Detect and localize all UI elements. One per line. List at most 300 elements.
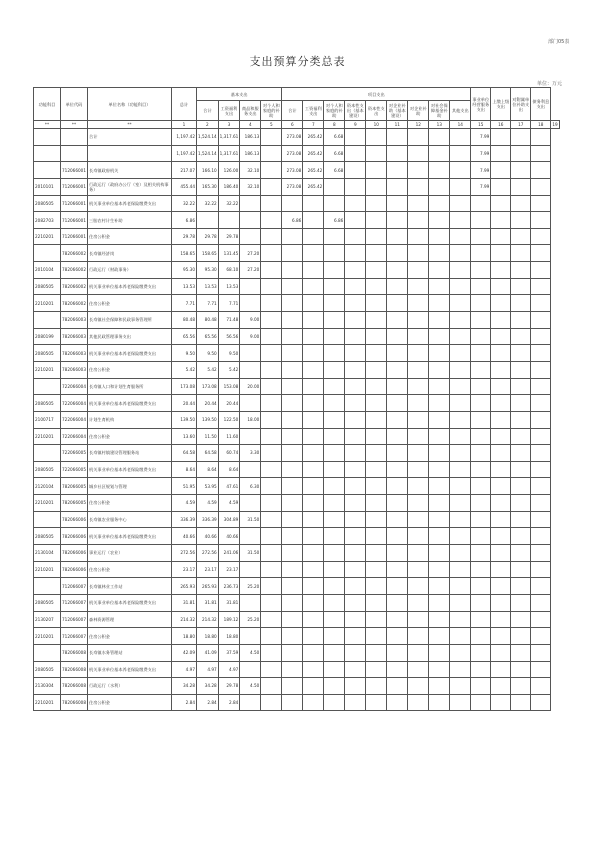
cell-b-ind (261, 328, 282, 345)
cell-empty (511, 411, 531, 428)
cell-b-ind (261, 445, 282, 462)
cell-empty (511, 528, 531, 545)
cell-empty (345, 611, 366, 628)
cell-name: 住房公积金 (88, 295, 172, 312)
cell-code: 782066002 (61, 295, 88, 312)
table-row (34, 328, 560, 345)
cell-empty (491, 262, 511, 279)
cell-empty (408, 262, 429, 279)
cell-empty (345, 528, 366, 545)
cell-b-total: 18.80 (197, 628, 219, 645)
cell-empty (429, 145, 450, 162)
header-unit-code: 单位代码 (61, 88, 88, 121)
cell-empty (366, 528, 387, 545)
cell-name: 长寿镇人口和计划生育服务所 (88, 378, 172, 395)
index-cell: 11 (387, 121, 408, 129)
cell-empty (531, 594, 551, 611)
cell-name: 城乡社区规划与管理 (88, 478, 172, 495)
cell-b-goods: 4.50 (240, 644, 261, 661)
header-basic-sub: 商品和服务支出 (240, 101, 261, 121)
cell-b-total: 336.39 (197, 511, 219, 528)
cell-b-total: 29.78 (197, 228, 219, 245)
cell-other16 (471, 461, 491, 478)
cell-p-ind (324, 661, 345, 678)
cell-empty (345, 694, 366, 711)
cell-total: 8.64 (172, 461, 197, 478)
cell-empty (345, 361, 366, 378)
header-basic-sub: 对个人和家庭的补助 (261, 101, 282, 121)
header-other-19: 债务利息支出 (531, 88, 551, 121)
cell-total: 2.84 (172, 694, 197, 711)
cell-empty (408, 611, 429, 628)
cell-b-wage: 189.12 (218, 611, 240, 628)
cell-p-ind (324, 461, 345, 478)
cell-empty (408, 545, 429, 562)
cell-empty (366, 461, 387, 478)
index-cell: 17 (511, 121, 531, 129)
cell-total: 65.56 (172, 328, 197, 345)
cell-empty (491, 528, 511, 545)
cell-b-goods (240, 528, 261, 545)
cell-p-total (282, 312, 303, 329)
cell-func: 2210201 (34, 628, 61, 645)
cell-b-ind (261, 178, 282, 195)
cell-empty (511, 145, 531, 162)
cell-p-ind (324, 528, 345, 545)
cell-empty (491, 478, 511, 495)
cell-b-goods: 32.10 (240, 162, 261, 179)
index-cell: 4 (240, 121, 261, 129)
cell-p-ind (324, 378, 345, 395)
cell-b-goods: 31.50 (240, 545, 261, 562)
cell-b-wage: 20.44 (218, 395, 240, 412)
cell-p-total: 273.08 (282, 162, 303, 179)
cell-other16 (471, 661, 491, 678)
cell-other16: 7.99 (471, 178, 491, 195)
cell-func: 2210201 (34, 694, 61, 711)
cell-p-ind (324, 561, 345, 578)
cell-func (34, 578, 61, 595)
cell-empty (366, 262, 387, 279)
cell-p-wage (303, 594, 324, 611)
header-project-sub: 对个人和家庭的补助 (324, 101, 345, 121)
cell-p-ind (324, 411, 345, 428)
cell-func: 2010104 (34, 262, 61, 279)
cell-total: 1,197.42 (172, 129, 197, 146)
cell-empty (491, 428, 511, 445)
cell-empty (511, 561, 531, 578)
cell-code: 782066008 (61, 661, 88, 678)
cell-b-wage: 31.81 (218, 594, 240, 611)
cell-empty (531, 528, 551, 545)
cell-empty (366, 278, 387, 295)
cell-b-wage (218, 212, 240, 229)
cell-empty (429, 644, 450, 661)
cell-code (61, 145, 88, 162)
cell-name: 机关事业单位基本养老保险缴费支出 (88, 195, 172, 212)
cell-name: 长寿镇村镇建设管理服务站 (88, 445, 172, 462)
cell-total: 64.58 (172, 445, 197, 462)
cell-b-wage: 122.50 (218, 411, 240, 428)
table-row (34, 145, 560, 162)
cell-p-total (282, 545, 303, 562)
cell-total: 7.71 (172, 295, 197, 312)
cell-p-total (282, 461, 303, 478)
cell-empty (366, 511, 387, 528)
cell-func: 2210201 (34, 295, 61, 312)
cell-empty (345, 328, 366, 345)
cell-p-wage (303, 212, 324, 229)
cell-empty (450, 295, 471, 312)
cell-p-total: 273.08 (282, 145, 303, 162)
cell-empty (366, 245, 387, 262)
cell-b-total: 265.93 (197, 578, 219, 595)
cell-p-ind (324, 328, 345, 345)
cell-b-total: 2.84 (197, 694, 219, 711)
cell-b-ind (261, 378, 282, 395)
cell-func: 2210201 (34, 228, 61, 245)
cell-b-ind (261, 578, 282, 595)
cell-code: 782066006 (61, 561, 88, 578)
cell-empty (408, 561, 429, 578)
cell-empty (511, 395, 531, 412)
cell-p-wage (303, 395, 324, 412)
cell-other16 (471, 511, 491, 528)
cell-empty (408, 361, 429, 378)
cell-code: 712066001 (61, 178, 88, 195)
table-row (34, 361, 560, 378)
cell-p-wage (303, 644, 324, 661)
index-cell: 6 (282, 121, 303, 129)
cell-empty (491, 312, 511, 329)
cell-empty (345, 278, 366, 295)
cell-empty (511, 478, 531, 495)
cell-empty (345, 145, 366, 162)
cell-b-total: 166.10 (197, 162, 219, 179)
table-row (34, 378, 560, 395)
cell-code: 782066005 (61, 495, 88, 512)
cell-empty (366, 378, 387, 395)
cell-empty (450, 411, 471, 428)
cell-p-wage (303, 278, 324, 295)
cell-empty (511, 678, 531, 695)
cell-empty (511, 661, 531, 678)
cell-empty (531, 312, 551, 329)
cell-b-goods: 4.50 (240, 678, 261, 695)
cell-empty (531, 428, 551, 445)
cell-p-total (282, 278, 303, 295)
table-row (34, 694, 560, 711)
cell-empty (408, 328, 429, 345)
cell-total: 13.53 (172, 278, 197, 295)
cell-p-wage (303, 428, 324, 445)
cell-empty (491, 245, 511, 262)
cell-b-goods (240, 661, 261, 678)
cell-p-total (282, 345, 303, 362)
cell-empty (387, 578, 408, 595)
cell-empty (511, 611, 531, 628)
cell-empty (531, 361, 551, 378)
cell-func: 2080505 (34, 195, 61, 212)
cell-b-wage: 47.61 (218, 478, 240, 495)
cell-b-wage: 29.78 (218, 678, 240, 695)
cell-code: 782066002 (61, 245, 88, 262)
cell-empty (387, 278, 408, 295)
cell-empty (491, 228, 511, 245)
table-row (34, 495, 560, 512)
cell-p-total (282, 628, 303, 645)
cell-empty (366, 178, 387, 195)
cell-p-total (282, 328, 303, 345)
cell-p-wage (303, 312, 324, 329)
cell-other16 (471, 361, 491, 378)
cell-empty (345, 445, 366, 462)
cell-empty (345, 511, 366, 528)
table-row (34, 162, 560, 179)
cell-empty (491, 678, 511, 695)
cell-empty (366, 428, 387, 445)
cell-empty (408, 395, 429, 412)
table-row (34, 445, 560, 462)
cell-empty (429, 661, 450, 678)
cell-empty (491, 129, 511, 146)
cell-b-total: 272.56 (197, 545, 219, 562)
cell-empty (429, 611, 450, 628)
cell-empty (491, 561, 511, 578)
cell-p-ind (324, 495, 345, 512)
cell-empty (429, 178, 450, 195)
header-project-sub: 资本性支出 (366, 101, 387, 121)
cell-b-wage: 4.59 (218, 495, 240, 512)
index-cell: 3 (218, 121, 240, 129)
cell-b-ind (261, 411, 282, 428)
cell-b-goods (240, 212, 261, 229)
cell-b-total: 165.30 (197, 178, 219, 195)
cell-b-ind (261, 495, 282, 512)
cell-other16 (471, 495, 491, 512)
table-row (34, 428, 560, 445)
index-cell: 13 (429, 121, 450, 129)
cell-b-ind (261, 678, 282, 695)
cell-code: 712066001 (61, 212, 88, 229)
cell-empty (366, 212, 387, 229)
header-project: 项目支出 (282, 88, 471, 101)
cell-b-total: 34.28 (197, 678, 219, 695)
cell-empty (387, 178, 408, 195)
cell-b-ind (261, 162, 282, 179)
cell-empty (531, 145, 551, 162)
cell-func: 2130304 (34, 678, 61, 695)
cell-other16 (471, 628, 491, 645)
cell-empty (511, 178, 531, 195)
cell-total: 455.44 (172, 178, 197, 195)
cell-p-total (282, 644, 303, 661)
cell-p-ind: 6.68 (324, 129, 345, 146)
cell-empty (408, 594, 429, 611)
cell-func: 2080505 (34, 278, 61, 295)
cell-b-wage: 131.45 (218, 245, 240, 262)
cell-empty (366, 628, 387, 645)
cell-other16 (471, 428, 491, 445)
cell-b-ind (261, 594, 282, 611)
cell-p-ind (324, 428, 345, 445)
cell-func: 2080199 (34, 328, 61, 345)
cell-empty (408, 478, 429, 495)
cell-p-wage: 265.42 (303, 162, 324, 179)
cell-empty (450, 361, 471, 378)
cell-b-goods: 6.30 (240, 478, 261, 495)
cell-empty (531, 561, 551, 578)
cell-b-total: 80.48 (197, 312, 219, 329)
cell-b-ind (261, 478, 282, 495)
cell-b-wage: 18.80 (218, 628, 240, 645)
cell-empty (429, 295, 450, 312)
table-row (34, 312, 560, 329)
cell-code (61, 129, 88, 146)
cell-empty (366, 328, 387, 345)
cell-other16: 7.99 (471, 129, 491, 146)
cell-p-wage (303, 611, 324, 628)
index-cell: 5 (261, 121, 282, 129)
cell-empty (531, 129, 551, 146)
header-project-sub: 其他支出 (450, 101, 471, 121)
cell-empty (511, 495, 531, 512)
cell-empty (429, 262, 450, 279)
cell-p-ind (324, 312, 345, 329)
cell-total: 265.93 (172, 578, 197, 595)
cell-code: 722066005 (61, 461, 88, 478)
cell-total: 272.56 (172, 545, 197, 562)
cell-p-wage (303, 495, 324, 512)
cell-empty (429, 594, 450, 611)
cell-b-wage: 68.10 (218, 262, 240, 279)
cell-code: 722066004 (61, 411, 88, 428)
cell-total: 18.80 (172, 628, 197, 645)
cell-empty (387, 262, 408, 279)
cell-empty (511, 278, 531, 295)
cell-name: 三胎农村计生补助 (88, 212, 172, 229)
cell-empty (511, 345, 531, 362)
cell-b-goods (240, 594, 261, 611)
cell-b-ind (261, 228, 282, 245)
cell-total: 139.50 (172, 411, 197, 428)
cell-empty (345, 578, 366, 595)
cell-empty (450, 644, 471, 661)
cell-code: 722066004 (61, 395, 88, 412)
cell-empty (450, 594, 471, 611)
cell-empty (408, 278, 429, 295)
cell-code: 712066007 (61, 594, 88, 611)
header-basic: 基本支出 (197, 88, 282, 101)
cell-b-wage: 29.78 (218, 228, 240, 245)
cell-empty (408, 195, 429, 212)
cell-empty (491, 195, 511, 212)
table-row (34, 528, 560, 545)
cell-empty (387, 328, 408, 345)
cell-b-ind (261, 245, 282, 262)
header-other-17: 上缴上级支出 (491, 88, 511, 121)
cell-other16 (471, 245, 491, 262)
cell-empty (531, 578, 551, 595)
cell-empty (491, 594, 511, 611)
cell-empty (345, 411, 366, 428)
cell-b-goods: 3.30 (240, 445, 261, 462)
cell-p-ind (324, 295, 345, 312)
cell-empty (450, 428, 471, 445)
cell-b-total: 64.58 (197, 445, 219, 462)
cell-b-total: 11.50 (197, 428, 219, 445)
cell-b-ind (261, 129, 282, 146)
cell-p-ind (324, 594, 345, 611)
cell-empty (366, 594, 387, 611)
cell-code: 782066008 (61, 644, 88, 661)
cell-empty (387, 461, 408, 478)
cell-empty (429, 328, 450, 345)
cell-code: 712066001 (61, 162, 88, 179)
cell-empty (387, 195, 408, 212)
cell-empty (491, 378, 511, 395)
cell-empty (387, 428, 408, 445)
cell-p-wage (303, 578, 324, 595)
cell-empty (531, 162, 551, 179)
cell-empty (387, 511, 408, 528)
cell-total: 80.48 (172, 312, 197, 329)
cell-code: 782066002 (61, 262, 88, 279)
cell-p-total (282, 528, 303, 545)
cell-empty (345, 395, 366, 412)
cell-name: 住房公积金 (88, 495, 172, 512)
cell-empty (387, 145, 408, 162)
cell-empty (531, 395, 551, 412)
cell-empty (408, 495, 429, 512)
cell-name: 机关事业单位基本养老保险缴费支出 (88, 278, 172, 295)
cell-empty (387, 212, 408, 229)
table-row (34, 611, 560, 628)
cell-p-wage (303, 694, 324, 711)
cell-code: 782066006 (61, 528, 88, 545)
cell-empty (511, 245, 531, 262)
cell-code: 782066008 (61, 678, 88, 695)
index-cell: 15 (471, 121, 491, 129)
cell-other16 (471, 212, 491, 229)
cell-empty (491, 395, 511, 412)
cell-empty (345, 461, 366, 478)
cell-empty (387, 445, 408, 462)
cell-empty (511, 694, 531, 711)
cell-b-total: 41.09 (197, 644, 219, 661)
table-row (34, 628, 560, 645)
index-cell: 9 (345, 121, 366, 129)
cell-empty (450, 545, 471, 562)
cell-empty (345, 661, 366, 678)
cell-empty (491, 495, 511, 512)
cell-p-total (282, 495, 303, 512)
index-cell: 1 (172, 121, 197, 129)
cell-b-ind (261, 145, 282, 162)
cell-empty (450, 611, 471, 628)
cell-empty (387, 561, 408, 578)
cell-empty (387, 411, 408, 428)
cell-empty (366, 361, 387, 378)
cell-empty (345, 295, 366, 312)
cell-p-wage: 265.42 (303, 129, 324, 146)
cell-b-goods: 20.00 (240, 378, 261, 395)
cell-b-total: 20.44 (197, 395, 219, 412)
cell-b-total: 139.50 (197, 411, 219, 428)
cell-empty (408, 511, 429, 528)
cell-p-wage (303, 378, 324, 395)
cell-p-wage (303, 245, 324, 262)
